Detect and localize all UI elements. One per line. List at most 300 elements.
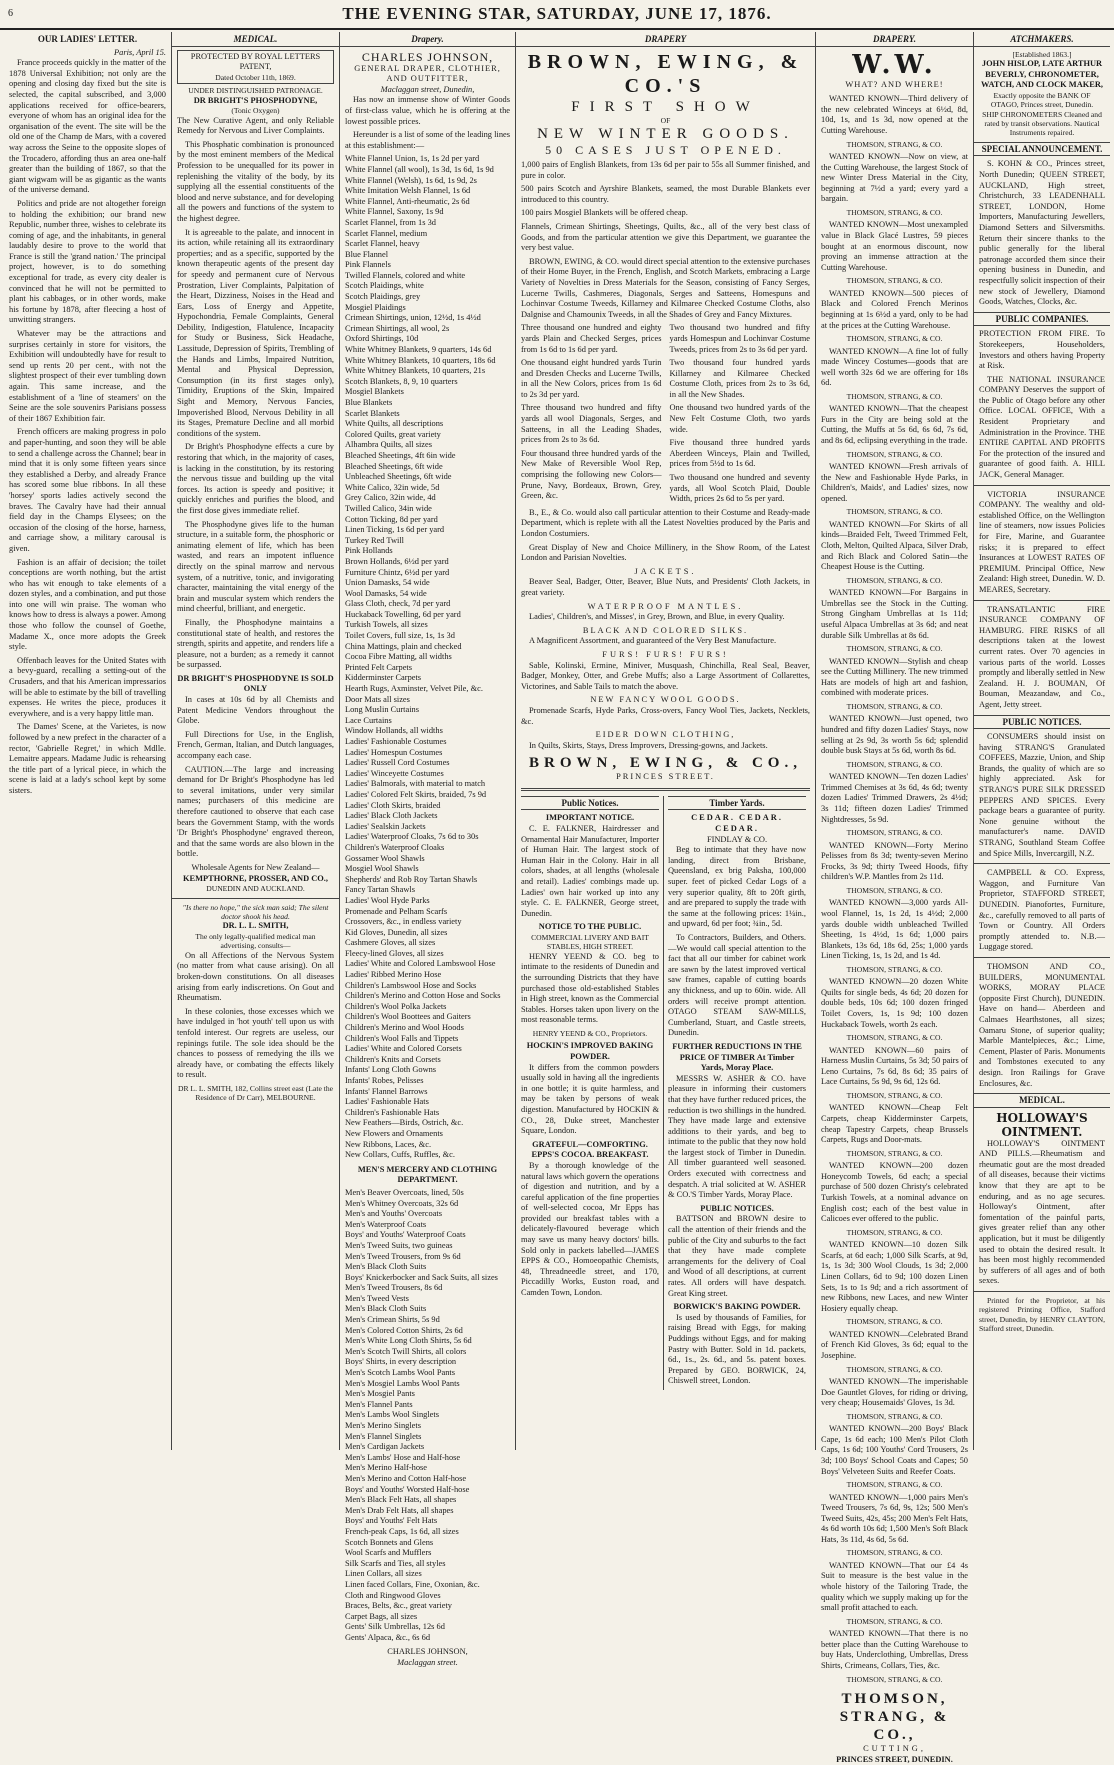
list-item: Grey Calico, 32in wide, 4d — [345, 493, 436, 503]
jackets-text: Beaver Seal, Badger, Otter, Beaver, Blue Nuts, and Presidents' Cloth Jackets, in great variety. — [521, 577, 810, 597]
list-item: Gossamer Wool Shawls — [345, 853, 425, 863]
caution-text: CAUTION.—The large and increasing demand for Dr Bright's Phosphodyne has led to several imitations, under very similar names; purchasers of this medicine are therefore cautioned to observe that each case bears the Government Stamp, with the words 'Dr Bright's Phosphodyne' engraved thereon, and that the same words are also blown in the bottle. — [177, 764, 334, 859]
list-item: Linen Ticking, 1s 6d per yard — [345, 525, 445, 535]
public-notices-heading: Public Notices. — [521, 796, 659, 811]
list-item: Kidderminster Carpets — [345, 673, 422, 683]
divider — [974, 485, 1110, 486]
list-item: Silk Scarfs and Ties, all styles — [345, 1558, 446, 1568]
wanted-known-item: WANTED KNOWN—1,000 pairs Men's Tweed Trousers, 7s 6d, 9s, 12s; 500 Men's Tweed Suits, 42s, 45s; 200 Men's Felt Hats, 4s 6d worth 10s 6d; 1,500 Men's Soft Black Hats, 3s 11d, 4s 6d, 5s 6d. — [821, 1492, 968, 1544]
ladies-letter-heading: OUR LADIES' LETTER. — [37, 34, 138, 44]
drapery-section-heading: Drapery. — [340, 34, 515, 47]
wanted-known-item: WANTED KNOWN—Stylish and cheap see the Cutting Millinery. The new trimmed Hats are models of high art and fashion, combined with moderate prices. — [821, 656, 968, 698]
list-item: Twilled Calico, 34in wide — [345, 503, 432, 513]
list-item: Ladies' Winceyette Costumes — [345, 768, 444, 778]
list-item: Men's Merino and Cotton Half-hose — [345, 1473, 467, 1483]
thomson-footer-trade: CUTTING, — [863, 1744, 926, 1754]
timber-yards-subcolumn — [664, 796, 810, 1390]
list-item: Window Hollands, all widths — [345, 726, 443, 736]
list-item: Men's Waterproof Coats — [345, 1219, 427, 1229]
list-item: Carpet Bags, all sizes — [345, 1611, 418, 1621]
list-item: Turkey Red Twill — [345, 535, 404, 545]
list-item: Oxford Shirtings, 10d — [345, 334, 419, 344]
list-item: French-peak Caps, 1s 6d, all sizes — [345, 1526, 459, 1536]
list-item: Men's Tweed Suits, two guineas — [345, 1240, 453, 1250]
list-item: Glass Cloth, check, 7d per yard — [345, 599, 451, 609]
list-item: Bleached Sheetings, 6ft wide — [345, 461, 443, 471]
page-number: 6 — [8, 8, 13, 19]
list-item: Infants' Robes, Pelisses — [345, 1076, 424, 1085]
list-item: Cotton Ticking, 8d per yard — [345, 514, 438, 524]
smith-text: On all Affections of the Nervous System (no matter from what cause arising). On all broken-down constitutions. On all diseases arising from early indiscretions. On Gout and Rheumatism. — [177, 950, 334, 1003]
list-item: Pink Hollands — [345, 546, 393, 556]
fire-protection-text: PROTECTION FROM FIRE. To Storekeepers, Householders, Investors and others having Property at Risk. — [979, 329, 1105, 371]
list-item: Toilet Covers, full size, 1s, 1s 3d — [345, 631, 455, 641]
list-item: Colored Quilts, great variety — [345, 429, 441, 439]
thomson-strang-sign: THOMSON, STRANG, & CO. — [846, 1091, 943, 1101]
wanted-known-item: WANTED KNOWN—A fine lot of fully made Wincey Costumes—goods that are well worth 32s 6d we are offering for 18s 6d. — [821, 346, 968, 388]
double-divider — [521, 788, 810, 791]
list-item: Twilled Flannels, colored and white — [345, 270, 466, 280]
smith-subtitle: The only legally-qualified medical man advertising, consults— — [195, 931, 316, 951]
thomson-strang-sign: THOMSON, STRANG, & CO. — [846, 1616, 943, 1626]
wanted-known-item: WANTED KNOWN—500 pieces of Black and Colored French Merinos beginning at 1s 6½d a yard, only to be had at the prices at the Cutting Warehouse. — [821, 288, 968, 330]
smith-name: DR. L. L. SMITH, — [222, 921, 289, 931]
list-item: Children's Merino and Cotton Hose and Socks — [345, 991, 501, 1001]
johnson-address: Maclaggan street, Dunedin, — [380, 84, 475, 94]
lots-left — [521, 323, 662, 508]
list-item: Mosgiel Wool Shawls — [345, 864, 419, 874]
list-item: Bleached Sheetings, 4ft 6in wide — [345, 450, 456, 460]
thomson-strang-sign: THOMSON, STRANG, & CO. — [846, 964, 943, 974]
list-item: Long Muslin Curtains — [345, 705, 419, 715]
list-item: Ladies' Balmorals, with material to match — [345, 779, 486, 789]
column-drapery-johnson — [340, 32, 516, 1668]
product-name: DR BRIGHT'S PHOSPHODYNE, — [193, 95, 318, 105]
thomson-footer-address: PRINCES STREET, DUNEDIN. — [836, 1754, 953, 1764]
thomson-strang-sign: THOMSON, STRANG, & CO. — [846, 1148, 943, 1158]
list-item: Men's Cardigan Jackets — [345, 1442, 425, 1452]
agents-line: Wholesale Agents for New Zealand— — [191, 862, 320, 872]
cases-opened: 50 CASES JUST OPENED. — [545, 143, 786, 157]
public-notices-2-heading: PUBLIC NOTICES. — [700, 1203, 774, 1213]
list-item: Fleecy-lined Gloves, all sizes — [345, 948, 444, 958]
brown-ewing-title: BROWN, EWING, & CO.'S — [527, 50, 804, 97]
list-item: White Flannel (Welsh), 1s 6d, 1s 9d, 2s — [345, 175, 477, 185]
list-item: White Quilts, all descriptions — [345, 419, 444, 429]
list-item: Scotch Bonnets and Glens — [345, 1537, 434, 1547]
wanted-known-item: WANTED KNOWN—200 Boys' Black Cape, 1s 6d each; 100 Men's Pilot Cloth Caps, 1s 6d; 100 Youths' Cord Trousers, 2s 3d; 100 Boys' School Coats and Capes; 50 Boys' Velveteen Suits and Reefer Coats. — [821, 1424, 968, 1476]
wanted-known-item: WANTED KNOWN—For Bargains in Umbrellas see the Stock in the Cutting. Strong Gingham Umbrellas at 1s 11d; useful Alpaca Umbrellas at 3s 6d; and neat durable Silk Umbrellas at 8s 6d. — [821, 588, 968, 640]
borwick-text: Is used by thousands of Families, for raising Bread with Eggs, for making Puddings without Eggs, and for making Pastry with Butter. Sold in 1d. packets, 6d., 1s., 2s. 6d., and 5s. patent boxes. Prepared by GEO. BORWICK, 24, Chiswell street, London. — [668, 1312, 806, 1386]
hislop-firm: JOHN HISLOP, LATE ARTHUR BEVERLY, CHRONOMETER, WATCH, AND CLOCK MAKER, — [981, 59, 1103, 90]
wanted-known-item: WANTED KNOWN—Just opened, two hundred and fifty dozen Ladies' Stays, now selling at 2s 9d, 3s worth 5s 6d; splendid double busk Stays at 5s 6d, worth 8s 6d. — [821, 714, 968, 756]
lot-paragraph: Two thousand two hundred and fifty yards Homespun and Lochinvar Costume Tweeds, prices from 2s to 3s 6d per yard. — [669, 323, 810, 354]
lot-paragraph: Four thousand three hundred yards of the New Make of Reversible Wool Rep, comprising the following new Colors—Prune, Navy, Bordeaux, Brown, Grey, Green, &c. — [521, 448, 662, 501]
holloway-heading: HOLLOWAY'S OINTMENT. — [996, 1110, 1088, 1139]
newspaper-columns — [4, 32, 1110, 1764]
list-item: White Whitney Blankets, 9 quarters, 14s 6d — [345, 345, 492, 355]
hislop-location: Exactly opposite the BANK OF OTAGO, Princes street, Dunedin. — [990, 90, 1094, 110]
thomson-strang-sign: THOMSON, STRANG, & CO. — [846, 759, 943, 769]
list-item: Men's Whitney Overcoats, 32s 6d — [345, 1198, 459, 1208]
lots-right — [670, 323, 811, 508]
newspaper-title: THE EVENING STAR, SATURDAY, JUNE 17, 1876. — [342, 4, 772, 23]
phosphodyne-paragraph: Finally, the Phosphodyne maintains a constitutional state of health, and restores the strength, spirits and appetite, and renders life a pleasure, not a burden; as a remedy it cannot be surpassed. — [177, 617, 334, 670]
wanted-known-item: WANTED KNOWN—Forty Merino Pelisses from 8s 3d; twenty-seven Merino Frocks, 3s 9d; thirty Tweed Hoods, fifty children's W.P. Mantles from 2s 11d. — [821, 840, 968, 882]
list-item: Unbleached Sheetings, 6ft wide — [345, 472, 452, 482]
johnson-item-list — [345, 154, 510, 1160]
list-item: Ladies' Waterproof Cloaks, 7s 6d to 30s — [345, 832, 479, 842]
livery-sign: HENRY YEEND & CO., Proprietors. — [532, 1028, 648, 1038]
ww-subheading: WHAT? AND WHERE! — [845, 79, 944, 89]
list-item: Gents' Alpaca, &c., 6s 6d — [345, 1632, 431, 1642]
johnson-sign-address: Maclaggan street. — [397, 1658, 458, 1668]
list-item: Wool Scarfs and Mufflers — [345, 1548, 432, 1558]
list-item: Men's Colored Cotton Shirts, 2s 6d — [345, 1325, 463, 1335]
thomson-strang-sign: THOMSON, STRANG, & CO. — [846, 1548, 943, 1558]
thomson-strang-sign: THOMSON, STRANG, & CO. — [846, 575, 943, 585]
list-item: Boys' and Youths' Waterproof Coats — [345, 1230, 466, 1240]
notices-subcolumns — [521, 796, 810, 1390]
drapery-section-heading-2: DRAPERY — [516, 34, 815, 47]
wanted-known-item: WANTED KNOWN—That there is no better place than the Cutting Warehouse to buy Hats, Underclothing, Umbrellas, Dress Shirts, Crimeans, Collars, Ties, &c. — [821, 1629, 968, 1671]
list-item: Men's White Long Cloth Shirts, 5s 6d — [345, 1336, 472, 1346]
list-item: Men's Flannel Singlets — [345, 1431, 422, 1441]
list-item: Infants' Long Cloth Gowns — [345, 1065, 437, 1075]
hocking-text: It differs from the common powders usually sold in having all the ingredients in one bottle; it is quite harmless, and may be taken by persons of weak digestion. Manufactured by HOCKIN & CO., 28, Duke street, Manchester Square, London. — [521, 1062, 659, 1136]
borwick-heading: BORWICK'S BAKING POWDER. — [673, 1302, 801, 1312]
list-item: Children's Lambswool Hose and Socks — [345, 980, 477, 990]
wanted-known-item: WANTED KNOWN—Celebrated Brand of French Kid Gloves, 3s 6d; equal to the Josephine. — [821, 1329, 968, 1360]
patent-box — [177, 50, 334, 85]
established-line: [Established 1863.] — [1012, 49, 1072, 59]
thomson-strang-sign: THOMSON, STRANG, & CO. — [846, 828, 943, 838]
list-item: Printed Felt Carpets — [345, 662, 412, 672]
divider — [974, 1291, 1110, 1292]
timber-yards-heading: Timber Yards. — [668, 796, 806, 811]
list-item: Alhambra Quilts, all sizes — [345, 440, 432, 450]
falkner-heading: IMPORTANT NOTICE. — [545, 813, 635, 823]
medical-section-heading: MEDICAL. — [172, 34, 339, 47]
divider — [172, 898, 339, 899]
mens-item-list — [345, 1188, 510, 1644]
silks-heading: BLACK AND COLORED SILKS. — [582, 625, 749, 635]
list-item: Men's Merino Singlets — [345, 1421, 421, 1430]
public-companies-heading: PUBLIC COMPANIES. — [974, 312, 1110, 327]
list-item: Infants' Flannel Barrows — [345, 1086, 428, 1096]
list-item: Scarlet Blankets — [345, 408, 400, 418]
sold-heading: DR BRIGHT'S PHOSPHODYNE IS SOLD ONLY — [177, 673, 334, 694]
list-item: Men's Tweed Trousers, 8s 6d — [345, 1283, 443, 1293]
column-ladies-letter — [4, 32, 172, 1450]
ladies-letter-paragraph: Offenbach leaves for the United States with a bevy-guard, recalling a setting-out of the Crusaders, and that his American impressarios will be able to estimate by the bill of travelling expenses. He writes the piece, produces it everywhere, and is a very happy little man. — [9, 655, 166, 718]
further-heading: FURTHER REDUCTIONS IN THE PRICE OF TIMBER At Timber Yards, Moray Place. — [672, 1041, 802, 1073]
johnson-intro: Has now an immense show of Winter Goods of first-class value, which he is offering at the lowest possible prices. — [345, 95, 510, 126]
divider — [974, 600, 1110, 601]
printer-imprint: Printed for the Proprietor, at his registered Printing Office, Stafford street, Dunedin, by HENRY CLAYTON, Stafford street, Dunedin. — [979, 1296, 1105, 1334]
furs-heading: FURS! FURS! FURS! — [602, 649, 729, 659]
thomson-strang-sign: THOMSON, STRANG, & CO. — [846, 1364, 943, 1374]
list-item: Pink Flannels — [345, 260, 391, 270]
list-item: New Ribbons, Laces, &c. — [345, 1139, 432, 1149]
ladies-letter-paragraph: France proceeds quickly in the matter of the 1878 Universal Exhibition; not only are the opening and closing day fixed but the site is selected, the capital subscribed, and 3,000 applications received for office-bearers, everyone of whom has an original idea for the organisation of the event. The site will be the old one of the Champ de Mars, with a covered way across the Seine to the opposite slopes of the Trocadero, affording thus an area one-half greater than the building of 1867, so that the giant wigwam will be as gigantic as the wants of the universe demand. — [9, 58, 166, 195]
patronage-line: UNDER DISTINGUISHED PATRONAGE. — [188, 86, 323, 96]
lot-paragraph: Two thousand four hundred yards Killarney and Kilmaree Checked Costume Cloth, prices from 2s to 3s 6d, in all the New Shades. — [669, 358, 810, 399]
wanted-known-item: WANTED KNOWN—60 pairs of Harness Muslin Curtains, 5s 3d; 50 pairs of Leno Curtains, 7s 6d, 8s 6d; 35 pairs of Lace Curtains, 5s 9d, 9s 6d, 12s 6d. — [821, 1045, 968, 1087]
thomson-strang-sign: THOMSON, STRANG, & CO. — [846, 1480, 943, 1490]
wanted-known-item: WANTED KNOWN—Most unexampled value in Black Glacé Lustres, 59 pieces bought at an enormous discount, now proving an immense attraction at the Cutting Warehouse. — [821, 220, 968, 272]
lot-paragraph: One thousand eight hundred yards Turin and Dresden Checks and Lucerne Twills, in all the New Colors, prices from 1s 6d to 2s 3d per yard. — [521, 358, 662, 399]
masthead — [0, 0, 1114, 30]
ladies-letter-paragraph: Politics and pride are not altogether foreign to holding the exhibition; our brand new Republic, number three, wishes to celebrate its coming of age, and the inhabitants, in general laudably desire to prove to the world that France is still the 'grand nation.' The principal project, however, is to do something exceptional for trade, as every city dealer is convinced that he will not be permitted to plant his cabbages, or in other words, make his fortune by 1878, after fleecing a host of unwitting strangers. — [9, 198, 166, 325]
falkner-text: C. E. FALKNER, Hairdresser and Ornamental Hair Manufacturer, Importer of Human Hair. The largest stock of Human Hair in the Colony. Hair in all colors, shades, at all lengths (wholesale and retail). Ladies' combings made up. Ladies' own hair worked up into any style. C. E. FALKNER, George street, Dunedin. — [521, 824, 659, 918]
wanted-known-item: WANTED KNOWN—200 dozen Honeycomb Towels, 6d each; a special purchase of 500 dozen Christy's celebrated Turkish Towels, at a nominal advance on English cost; each of the best value in Calicoes ever offered to the public. — [821, 1161, 968, 1224]
list-item: Men's Scotch Twill Shirts, all colors — [345, 1346, 467, 1356]
wanted-known-item: WANTED KNOWN—That our £4 4s Suit to measure is the best value in the whole history of the Tailoring Trade, the quality which we supply making up for the small profit attached to each. — [821, 1560, 968, 1613]
flannels: Flannels, Crimean Shirtings, Sheetings, Quilts, &c., all of the very best class of Goods, and from the particular attention we give this Department, we guarantee the very best value. — [521, 221, 810, 253]
product-subtitle: (Tonic Oxygen) — [231, 106, 280, 116]
johnson-trade: GENERAL DRAPER, CLOTHIER, AND OUTFITTER, — [354, 63, 501, 84]
directions-text: Full Directions for Use, in the English, French, German, Italian, and Dutch languages, accompany each case. — [177, 729, 334, 761]
wanted-known-list — [821, 94, 968, 1684]
first-show: FIRST SHOW — [571, 98, 760, 115]
list-item: New Flowers and Ornaments — [345, 1128, 443, 1138]
list-item: Men's Drab Felt Hats, all shapes — [345, 1505, 454, 1515]
list-item: Ladies' Cloth Skirts, braided — [345, 800, 441, 810]
holloway-text: HOLLOWAY'S OINTMENT AND PILLS.—Rheumatism and rheumatic gout are the most dreaded of all diseases, because their victims know that they are apt to be enduring, and as no age secures. Holloway's Ointment, after fomentation of the painful parts, gives greater relief than any other application, but it must be diligently used to obtain the desired result. It has been most highly recommended by sufferers of all ages and of both sexes. — [979, 1138, 1105, 1286]
campbell-text: CAMPBELL & CO. Express, Waggon, and Furniture Van Proprietor, STAFFORD STREET, DUNEDIN. Pianofortes, Furniture, &c., carefully removed to all parts of Town or Country. All Orders promptly attended to. N.B.—Luggage stored. — [979, 868, 1105, 952]
livery-subheading: COMMERCIAL LIVERY AND BAIT STABLES, HIGH STREET. — [531, 933, 649, 952]
epps-heading: GRATEFUL—COMFORTING. EPPS'S COCOA. BREAKFAST. — [531, 1139, 649, 1160]
list-item: Ladies' Colored Felt Skirts, braided, 7s 9d — [345, 789, 487, 799]
list-item: Men's and Youths' Overcoats — [345, 1209, 442, 1219]
ladies-letter-body — [9, 58, 166, 796]
divider — [974, 863, 1110, 864]
list-item: Men's Scotch Lambs Wool Pants — [345, 1368, 456, 1378]
thomson-strang-sign: THOMSON, STRANG, & CO. — [846, 701, 943, 711]
list-item: White Whitney Blankets, 10 quarters, 18s 6d — [345, 355, 496, 365]
transatlantic-text: TRANSATLANTIC FIRE INSURANCE COMPANY OF HAMBURG. FIRE RISKS of all descriptions taken at the lowest current rates. Over 70 agencies in various parts of the world. Losses promptly and liberally settled in New Zealand. H. J. BOUMAN, Of Bouman, Meazandaw, and Co., Agent, Jetty street. — [979, 604, 1105, 709]
list-item: Brown Hollands, 6½d per yard — [345, 556, 449, 566]
list-item: China Mattings, plain and checked — [345, 641, 462, 651]
cedar-heading: CEDAR. CEDAR. CEDAR. — [691, 813, 783, 834]
cedar-text: Beg to intimate that they have now landing, direct from Brisbane, Queensland, ex brig Paksha, 100,000 super. feet of picked Cedar Logs of a very superior quality, 8ft to 20ft girth, and are prepared to supply the trade with the same at the following prices: 1¼in., and upward, 6d per foot; ¾in., 5d. — [668, 845, 806, 929]
thomson-strang-sign: THOMSON, STRANG, & CO. — [846, 449, 943, 459]
list-item: Children's Waterproof Cloaks — [345, 842, 445, 852]
thomson-footer-firm: THOMSON, STRANG, & CO., — [839, 1691, 950, 1744]
column-medical — [172, 32, 340, 1450]
list-item: Men's Tweed Trousers, from 9s 6d — [345, 1251, 461, 1261]
lot-paragraph: Three thousand one hundred and eighty yards Plain and Checked Serges, prices from 1s 6d to 1s 6d per yard. — [521, 323, 662, 354]
list-item: Boys' Shirts, in every description — [345, 1357, 457, 1367]
public-notices-subcolumn — [521, 796, 664, 1390]
list-item: Lace Curtains — [345, 715, 392, 725]
list-item: Fancy Tartan Shawls — [345, 885, 415, 895]
list-item: Cloth and Ringwood Gloves — [345, 1590, 441, 1600]
list-item: Gents' Silk Umbrellas, 12s 6d — [345, 1622, 445, 1632]
list-item: Promenade and Pelham Scarfs — [345, 906, 448, 916]
thomson-strang-sign: THOMSON, STRANG, & CO. — [846, 334, 943, 344]
list-item: Scotch Blankets, 8, 9, 10 quarters — [345, 376, 458, 386]
thomson-builders-text: THOMSON AND CO., BUILDERS, MONUMENTAL WORKS, MORAY PLACE (opposite First Church), DUNEDIN. Have on hand— Aberdeen and Calmaes Hearthstones, all sizes; Oamaru Stone, of superior quality; Marble Mantelpieces, &c.; Lime, Cement, Plaster of Paris. Monuments and Tombstones executed to any design. Iron Railings for Grave Enclosures, &c. — [979, 961, 1105, 1088]
list-item: Scarlet Flannel, from 1s 3d — [345, 217, 436, 227]
asher-text: MESSRS W. ASHER & CO. have pleasure in informing their customers that they have further reduced prices, the reduction is two shillings in the hundred. They have made large and extensive additions to their yards, and beg to intimate to the public that they now hold the largest stock of Timber in Dunedin. All timber guaranteed well seasoned. Orders executed with correctness and despatch. A trial solicited at W. ASHER & CO.'S Timber Yards, Moray Place. — [668, 1073, 806, 1200]
blankets-3: 100 pairs Mosgiel Blankets will be offered cheap. — [521, 208, 688, 218]
blankets-1: 1,000 pairs of English Blankets, from 13s 6d per pair to 55s all Summer finished, and pure in color. — [521, 160, 810, 180]
wanted-known-item: WANTED KNOWN—That the cheapest Furs in the City are being sold at the Cutting, the Muffs at 5s 6d, 6s 6d, 7s 6d, and 8s 6d, eclipsing everything in the trade. — [821, 404, 968, 446]
ladies-letter-dateline: Paris, April 15. — [114, 47, 166, 57]
list-item: Children's Wool Polka Jackets — [345, 1001, 447, 1011]
list-item: Children's Knits and Corsets — [345, 1054, 441, 1064]
wanted-known-item: WANTED KNOWN—3,000 yards All-wool Flannel, 1s, 1s 2d, 1s 4½d; 2,000 yards double width unbleached Twilled Sheeting, 1s 4½d, 1s 6d; 1,000 pairs Blankets, 13s 6d, 18s 6d, 25s; 1,000 yards Linen Ticking, 1s, 1s 2d, and 1s 4d. — [821, 898, 968, 961]
list-item: Boys' Knickerbocker and Sack Suits, all sizes — [345, 1272, 498, 1282]
list-item: Scarlet Flannel, heavy — [345, 239, 420, 249]
list-item: Children's Fashionable Hats — [345, 1107, 440, 1117]
list-item: White Whitney Blankets, 10 quarters, 21s — [345, 366, 486, 376]
johnson-firm: CHARLES JOHNSON, — [361, 49, 494, 64]
lot-paragraph: Three thousand two hundred and fifty yards all wool Diagonals, Serges, and Satteens, in all the Leading Shades, prices from 2s to 3s 6d. — [521, 403, 662, 445]
dress-materials: BROWN, EWING, & CO. would direct special attention to the extensive purchases of their Home Buyer, in the French, English, and Scotch Markets, embracing a Large Variety of Novelties in Dress Materials for the Season, consisting of Fancy Serges, Lucerne Twills, Cashmeres, Diagonals, Serges and Satteens, Homespuns and Lochinvar Costume Tweeds, Killarney and Kilmaree Checked Costume Cloths, also Dalgnise and Chamounix Tweeds, in all the Shades of Grey and Fancy Mixtures. — [521, 256, 810, 319]
list-item: Mosgiel Plaidings — [345, 302, 406, 312]
product-intro: The New Curative Agent, and only Reliable Remedy for Nervous and Liver Complaints. — [177, 115, 334, 136]
column-brown-ewing — [516, 32, 816, 1450]
phosphodyne-paragraph: Dr Bright's Phosphodyne effects a cure by restoring that which, in the majority of cases, is lacking in the constitution, by its restoring the nervous tissue and building up the vital forces. Its action is speedy and positive; it quickly enriches and purifies the blood, and the first dose gives immediate relief. — [177, 442, 334, 515]
thomson-strang-sign: THOMSON, STRANG, & CO. — [846, 139, 943, 149]
sold-text: In cases at 10s 6d by all Chemists and Patent Medicine Vendors throughout the Globe. — [177, 695, 334, 726]
thomson-strang-sign: THOMSON, STRANG, & CO. — [846, 1317, 943, 1327]
watchmakers-section-heading: ATCHMAKERS. — [974, 34, 1110, 47]
list-item: Linen faced Collars, Fine, Oxonian, &c. — [345, 1579, 480, 1589]
verse: "Is there no hope," the sick man said; The silent doctor shook his head. — [182, 902, 329, 921]
column-watchmakers — [974, 32, 1110, 1450]
phosphodyne-paragraph: The Phosphodyne gives life to the human structure, in a suitable form, the phosphoric or animating element of life, which has been wasted, and rears an impotent influence directly on the spinal marrow and nervous system, of a nutritive, tonic, and invigorating character, maintaining the vital energy of the brain and muscular system which renders the mind cheerful, brilliant, and energetic. — [177, 519, 334, 614]
list-item: Shepherds' and Rob Roy Tartan Shawls — [345, 874, 478, 884]
hislop-chronometers: SHIP CHRONOMETERS Cleaned and rated by transit observations. Nautical Instruments repaired. — [982, 109, 1102, 138]
list-item: Children's Merino and Wool Hoods — [345, 1023, 464, 1033]
fancy-text: Promenade Scarfs, Hyde Parks, Cross-overs, Fancy Wool Ties, Jackets, Necklets, &c. — [521, 705, 810, 726]
list-item: Children's Wool Boottees and Gaiters — [345, 1012, 471, 1022]
battson-text: BATTSON and BROWN desire to call the attention of their friends and the public of the City and suburbs to the fact that they have made complete arrangements for the delivery of Coal and Wood of all descriptions, at current rates. All orders will have despatch. Great King street. — [668, 1214, 806, 1298]
public-notices-heading-col6: PUBLIC NOTICES. — [974, 715, 1110, 730]
list-item: Crossovers, &c., in endless variety — [345, 917, 462, 927]
show-of: OF — [660, 115, 671, 125]
thomson-strang-sign: THOMSON, STRANG, & CO. — [846, 1227, 943, 1237]
list-item: Blue Flannel — [345, 249, 389, 259]
johnson-sign: CHARLES JOHNSON, — [387, 1647, 468, 1657]
phosphodyne-paragraph: It is agreeable to the palate, and innocent in its action, while retaining all its extraordinary properties; and as a specific, supported by the known therapeutic agents of the present day for speedy and permanent cure of Nervous Prostration, Liver Complaints, Palpitation of the Heart, Dizziness, Noises in the Head and Ears, Loss of Energy and Appetite, Hypochondria, Female Complaints, General Debility, Indigestion, Flatulence, Incapacity for Study or Business, Sick Headache, Lassitude, Depression of Spirits, Trembling of the Hands and Limbs, Impaired Nutrition, Mental and Physical Depression, Consumption (in its first stages only), Timidity, Eruptions of the Skin, Impaired Sight and Memory, Nervous Fancies, Impoverished Blood, Nervous Debility in all its Stages, Premature Decline and all morbid conditions of the system. — [177, 227, 334, 438]
brown-ewing-address: PRINCES STREET. — [616, 772, 715, 782]
costumes-text: B., E., & Co. would also call particular attention to their Costume and Ready-made Department, which is replete with all the Latest Novelties produced by the Paris and London Costumiers. — [521, 507, 810, 538]
phosphodyne-body — [177, 140, 334, 671]
smith-address: DR L. L. SMITH, 182, Collins street east (Late the Residence of Dr Carr), MELBOURNE. — [177, 1083, 333, 1103]
thomson-strang-sign: THOMSON, STRANG, & CO. — [846, 1674, 943, 1684]
list-item: Huckaback Towelling, 6d per yard — [345, 609, 461, 619]
wanted-known-item: WANTED KNOWN—Ten dozen Ladies' Trimmed Chemises at 3s 6d, 4s 6d; twenty dozen Ladies' Trimmed Drawers, 2s 4½d; 3s 11d; fifteen dozen Ladies' Trimmed Nightdresses, 5s 9d. — [821, 772, 968, 824]
millinery-text: Great Display of New and Choice Millinery, in the Show Room, of the Latest London and Parisian Novelties. — [521, 542, 810, 563]
list-item: Scarlet Flannel, medium — [345, 228, 428, 238]
blankets-2: 500 pairs Scotch and Ayrshire Blankets, seamed, the most Durable Blankets ever introduced to this country. — [521, 184, 810, 204]
mens-heading: MEN'S MERCERY AND CLOTHING DEPARTMENT. — [357, 1164, 498, 1185]
list-item: White Calico, 32in wide, 5d — [345, 482, 440, 492]
thomson-strang-sign: THOMSON, STRANG, & CO. — [846, 207, 943, 217]
list-item: Crimean Shirtings, union, 12½d, 1s 4½d — [345, 313, 481, 323]
list-item: Door Mats all sizes — [345, 694, 410, 704]
epps-text: By a thorough knowledge of the natural laws which govern the operations of digestion and nutrition, and by a careful application of the fine properties of well-selected cocoa, Mr Epps has provided our breakfast tables with a delicately-flavoured beverage which may save us many heavy doctors' bills. Sold only in packets labelled—JAMES EPPS & CO., Homoeopathic Chemists, 48, Threadneedle street, and 170, Piccadilly Works, Euston road, and Camden Town, London. — [521, 1160, 659, 1298]
wanted-known-item: WANTED KNOWN—20 dozen White Quilts for single beds, 4s 6d; 20 dozen for double beds, 10s 6d; 100 dozen fringed Toilet Covers, 1s, 1s 9d; 100 dozen Huckaback Towels, worth 2s each. — [821, 977, 968, 1029]
thomson-strang-sign: THOMSON, STRANG, & CO. — [846, 507, 943, 517]
list-item: White Flannel Union, 1s, 1s 2d per yard — [345, 154, 480, 164]
list-item: Ladies' Homespun Costumes — [345, 747, 443, 757]
list-item: Boys' and Youths' Worsted Half-hose — [345, 1484, 470, 1494]
lot-paragraph: Five thousand three hundred yards Aberdeen Winceys, Plain and Twilled, prices from 5½d to 1s 6d. — [669, 438, 810, 469]
list-item: White Flannel (all wool), 1s 3d, 1s 6d, 1s 9d — [345, 164, 494, 174]
list-item: New Collars, Cuffs, Ruffles, &c. — [345, 1150, 455, 1160]
list-item: Ladies' Wool Hyde Parks — [345, 895, 430, 905]
contractors-text: To Contractors, Builders, and Others.—We would call special attention to the fact that all our timber for cabinet work are sawn by the latest improved vertical saw frames, capable of cutting boards any thickness, and up to 60in. wide. All orders will receive prompt attention. OTAGO STEAM SAW-MILLS, Cumberland, Stuart, and Castle streets, Dunedin. — [668, 933, 806, 1038]
thomson-strang-sign: THOMSON, STRANG, & CO. — [846, 1411, 943, 1421]
list-item: Men's Tweed Vests — [345, 1293, 409, 1303]
patent-date: Dated October 11th, 1869. — [215, 72, 296, 82]
victoria-insurance-text: VICTORIA INSURANCE COMPANY. The wealthy and old-established Office, on the Wellington line of steamers, now issues Policies for Fire, Marine, and Guarantee risks; it is prepared to effect Insurances at LOWEST RATES OF PREMIUM. Principal Office, New Zealand: High street, Dunedin. W. D. MEARES, Secretary. — [979, 489, 1105, 594]
silks-text: A Magnificent Assortment, and guaranteed of the Very Best Manufacture. — [529, 636, 777, 646]
list-item: White Imitation Welsh Flannel, 1s 6d — [345, 186, 471, 196]
agents-place: DUNEDIN AND AUCKLAND. — [206, 884, 305, 894]
ladies-letter-paragraph: Fashion is an affair of decision; the toilet conceptions are worth nothing, but the artist who has wit enough to take elements of a dozen styles, and a combination, and put those into one will win praise. The woman who knows how to dress is always a power. Among those who follow the counsel of Goethe, Madame X., once more adopts the Greek style. — [9, 557, 166, 652]
thomson-strang-sign: THOMSON, STRANG, & CO. — [846, 276, 943, 286]
list-item: Men's Crimean Shirts, 5s 9d — [345, 1315, 440, 1325]
list-item: Ladies' Black Cloth Jackets — [345, 811, 438, 821]
johnson-list-intro: Hereunder is a list of some of the leading lines at this establishment:— — [345, 130, 510, 150]
ladies-letter-paragraph: The Dames' Scene, at the Varietes, is now followed by a new prefect in the character of a rector, 'Gabrielle Regret,' in which Mdlle. Lemaitre appears. Madame Judic is rehearsing the title part of a lyrical piece, in which the scene is laid at a lady's school kept by some sisters. — [9, 722, 166, 795]
livery-text: HENRY YEEND & CO. beg to intimate to the residents of Dunedin and the surrounding Districts that they have purchased those old-established Stables in High street, known as the Commercial Stables. Horses taken upon livery on the most reasonable terms. — [521, 951, 659, 1025]
wanted-known-item: WANTED KNOWN—Fresh arrivals of the New and Fashionable Hyde Parks, in Children's, Maids', and Ladies' sizes, now opened. — [821, 462, 968, 503]
fancy-heading: NEW FANCY WOOL GOODS. — [590, 695, 741, 705]
national-insurance-text: THE NATIONAL INSURANCE COMPANY Deserves the support of the Public of Otago before any other Office. LOCAL OFFICE, With a Resident Proprietary and Administration in the Province. THE ENTIRE CAPITAL AND PROFITS For the protection of the insured and guarantee of good faith. A. HILL JACK, General Manager. — [979, 374, 1105, 480]
wanted-known-item: WANTED KNOWN—For Skirts of all kinds—Braided Felt, Tweed Trimmed Felt, Cloth, Melton, Quilted Alpaca, Silver Drab, and Rich Black and Colored Satin—the Cheapest House is the Cutting. — [821, 519, 968, 572]
thomson-strang-sign: THOMSON, STRANG, & CO. — [846, 885, 943, 895]
list-item: Turkish Towels, all sizes — [345, 620, 428, 630]
list-item: Linen Collars, all sizes — [345, 1569, 422, 1579]
jackets-heading: JACKETS. — [634, 566, 697, 576]
list-item: White Flannel, Saxony, 1s 9d — [345, 207, 444, 217]
ladies-letter-paragraph: Whatever may be the attractions and surprises certainly in store for visitors, the Exhibition will undoubtedly have for result to send up rents 20 per cent., with not the slightest prospect of their ever tumbling down again. This same increase, and the establishment of a 'line of steamers' on the Seine are the sole souvenirs Parisians possess of their 1867 Exhibition fair. — [9, 329, 166, 423]
list-item: Ladies' White and Colored Corsets — [345, 1044, 462, 1054]
livery-heading: NOTICE TO THE PUBLIC. — [538, 922, 642, 932]
list-item: Ladies' Sealskin Jackets — [345, 821, 426, 831]
divider — [974, 957, 1110, 958]
list-item: Crimean Shirtings, all wool, 2s — [345, 323, 450, 333]
eider-text: In Quilts, Skirts, Stays, Dress Improvers, Dressing-gowns, and Jackets. — [529, 740, 768, 750]
medical-heading-col6: MEDICAL. — [974, 1093, 1110, 1108]
wanted-known-item: WANTED KNOWN—The imperishable Doe Gauntlet Gloves, for riding or driving, very cheap; Housemaids' Gloves, 1s 3d. — [821, 1376, 968, 1408]
list-item: Ladies' Fashionable Costumes — [345, 737, 447, 746]
list-item: Men's Black Felt Hats, all shapes — [345, 1495, 457, 1505]
list-item: Ladies' Fashionable Hats — [345, 1097, 429, 1107]
special-announcement-heading: SPECIAL ANNOUNCEMENT. — [974, 142, 1110, 157]
ww-heading: W.W. — [852, 49, 937, 80]
list-item: Hearth Rugs, Axminster, Velvet Pile, &c. — [345, 684, 483, 694]
column-thomson-strang — [816, 32, 974, 1764]
eider-heading: EIDER DOWN CLOTHING, — [595, 730, 736, 740]
wanted-known-item: WANTED KNOWN—10 dozen Silk Scarfs, at 6d each; 1,000 Silk Scarfs, at 9d, 1s, 1s 3d; 300 Wool Clouds, 1s 3d; 2,000 Linen Collars, 6d to 9d; 100 dozen Linen Sets, 1s to 1s 9d; and a rich assortment of new Ribbons, new Laces, and new Winter Hosiery equally cheap. — [821, 1240, 968, 1313]
smith-para: In these colonies, those excesses which we have indulged in 'hot youth' tell upon us with tenfold interest. Our regrets are useless, our repinings futile. The sole idea should be the chances to possess of remedying the ills we already have, or combating the effects likely to result. — [177, 1006, 334, 1080]
list-item: Cocoa Fibre Matting, all widths — [345, 652, 452, 662]
list-item: New Feathers—Birds, Ostrich, &c. — [345, 1118, 464, 1128]
list-item: Men's Beaver Overcoats, lined, 50s — [345, 1187, 464, 1197]
patent-title: PROTECTED BY ROYAL LETTERS PATENT, — [190, 51, 321, 72]
wanted-known-item: WANTED KNOWN—Third delivery of the new celebrated Winceys at 6½d, 8d, 10d, 1s, and 1s 3d, now opened at the Cutting Warehouse. — [821, 94, 968, 135]
wanted-known-item: WANTED KNOWN—Cheap Felt Carpets, cheap Kidderminster Carpets, cheap Tapestry Carpets, cheap Brussels Carpets, Rugs and Door-mats. — [821, 1103, 968, 1145]
